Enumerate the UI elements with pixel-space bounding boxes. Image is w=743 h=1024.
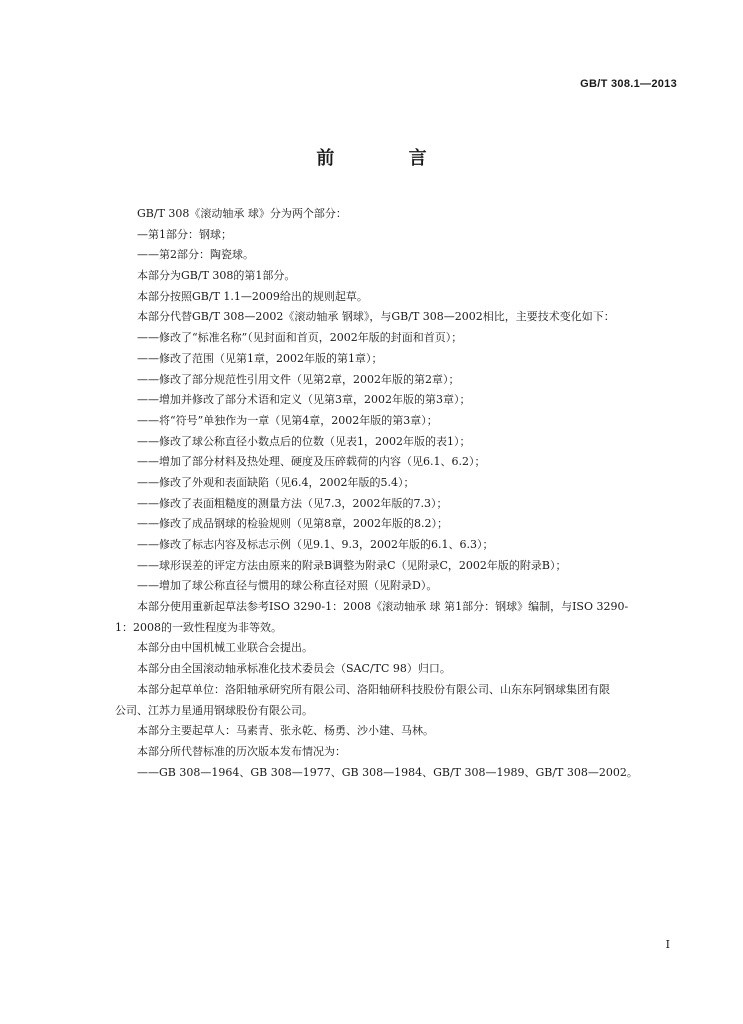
list-item: ——修改了表面粗糙度的测量方法（见7.3，2002年版的7.3）； <box>137 496 448 510</box>
paragraph-line: 本部分使用重新起草法参考ISO 3290-1：2008《滚动轴承 球 第1部分：钢球》编制，与ISO 3290- <box>137 600 629 614</box>
list-item: ——将“符号”单独作为一章（见第4章，2002年版的第3章）； <box>137 413 438 427</box>
paragraph-line: 本部分起草单位：洛阳轴承研究所有限公司、洛阳轴研科技股份有限公司、山东东阿钢球集团有限 <box>137 682 610 696</box>
list-item: —第1部分：钢球； <box>137 227 232 241</box>
paragraph-line: 本部分所代替标准的历次版本发布情况为： <box>137 744 346 758</box>
list-item: ——修改了部分规范性引用文件（见第2章，2002年版的第2章）； <box>137 372 460 386</box>
list-item: ——修改了范围（见第1章，2002年版的第1章）； <box>137 351 383 365</box>
paragraph-line: GB/T 308《滚动轴承 球》分为两个部分： <box>137 207 347 220</box>
list-item: ——第2部分：陶瓷球。 <box>137 248 254 262</box>
list-item: ——修改了球公称直径小数点后的位数（见表1，2002年版的表1）； <box>137 434 471 448</box>
list-item: ——球形误差的评定方法由原来的附录B调整为附录C（见附录C，2002年版的附录B）； <box>137 558 567 572</box>
list-item: ——修改了标志内容及标志示例（见9.1、9.3，2002年版的6.1、6.3）； <box>137 538 494 551</box>
list-item: ——修改了“标准名称”（见封面和首页，2002年版的封面和首页）； <box>137 331 463 345</box>
list-item: ——增加了部分材料及热处理、硬度及压碎载荷的内容（见6.1、6.2）； <box>137 455 486 469</box>
standard-code: GB/T 308.1—2013 <box>580 78 677 90</box>
paragraph-line: 1：2008的一致性程度为非等效。 <box>115 620 282 634</box>
list-item: ——修改了成品钢球的检验规则（见第8章，2002年版的8.2）； <box>137 517 448 531</box>
list-item: ——GB 308—1964、GB 308—1977、GB 308—1984、GB/T 308—1989、GB/T 308—2002。 <box>137 765 638 779</box>
foreword-body <box>115 204 680 783</box>
paragraph-line: 本部分由全国滚动轴承标准化技术委员会（SAC/TC 98）归口。 <box>137 662 451 676</box>
paragraph-line: 本部分主要起草人：马素青、张永乾、杨勇、沙小建、马林。 <box>137 724 434 738</box>
list-item: ——修改了外观和表面缺陷（见6.4，2002年版的5.4）； <box>137 475 415 489</box>
page-title: 前 言 <box>316 148 461 169</box>
paragraph-line: 公司、江苏力星通用钢球股份有限公司。 <box>115 703 313 717</box>
page-number: I <box>665 938 670 951</box>
paragraph-line: 本部分为GB/T 308的第1部分。 <box>137 269 296 283</box>
list-item: ——增加并修改了部分术语和定义（见第3章，2002年版的第3章）； <box>137 393 471 407</box>
list-item: ——增加了球公称直径与惯用的球公称直径对照（见附录D）。 <box>137 579 438 593</box>
paragraph-line: 本部分代替GB/T 308—2002《滚动轴承 钢球》，与GB/T 308—2002相比，主要技术变化如下： <box>137 310 615 324</box>
paragraph-line: 本部分由中国机械工业联合会提出。 <box>137 641 313 655</box>
paragraph-line: 本部分按照GB/T 1.1—2009给出的规则起草。 <box>137 289 368 303</box>
